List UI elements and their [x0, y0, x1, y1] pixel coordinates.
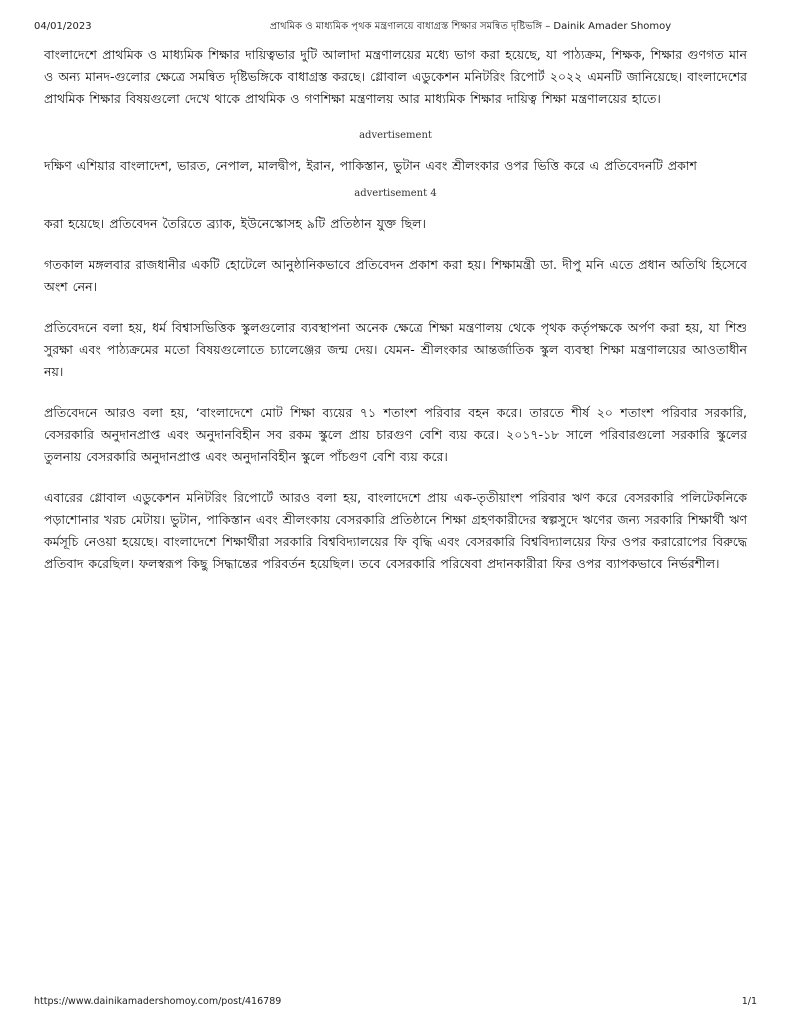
article-paragraph-1: বাংলাদেশে প্রাথমিক ও মাধ্যমিক শিক্ষার দায়িত্বভার দুটি আলাদা মন্ত্রণালয়ের মধ্যে ভাগ করা হয়েছে, যা পাঠ্যক্রম, শিক্ষক, শিক্ষার গুণগত মান ও অন্য মানদ-গুলোর ক্ষেত্রে সমন্বিত দৃষ্টিভঙ্গিকে বাধাগ্রস্ত করছে। গ্লোবাল এডুকেশন মনিটরিং রিপোর্ট ২০২২ এমনটি জানিয়েছে। বাংলাদেশের প্রাথমিক শিক্ষার বিষয়গুলো দেখে থাকে প্রাথমিক ও গণশিক্ষা মন্ত্রণালয় আর মাধ্যমিক শিক্ষার দায়িত্ব শিক্ষা মন্ত্রণালয়ের হাতে।	[44, 47, 747, 106]
article-paragraph-4: গতকাল মঙ্গলবার রাজধানীর একটি হোটেলে আনুষ্ঠানিকভাবে প্রতিবেদন প্রকাশ করা হয়। শিক্ষামন্ত্রী ডা. দীপু মনি এতে প্রধান অতিথি হিসেবে অংশ নেন।	[44, 257, 747, 294]
advertisement-label-4: advertisement 4	[354, 188, 437, 199]
article-paragraph-5: প্রতিবেদনে বলা হয়, ধর্ম বিশ্বাসভিত্তিক স্কুলগুলোর ব্যবস্থাপনা অনেক ক্ষেত্রে শিক্ষা মন্ত্রণালয় থেকে পৃথক কর্তৃপক্ষকে অর্পণ করা হয়, যা শিশু সুরক্ষা এবং পাঠ্যক্রমের মতো বিষয়গুলোতে চ্যালেঞ্জের জন্ম দেয়। যেমন- শ্রীলংকার আন্তর্জাতিক স্কুল ব্যবস্থা শিক্ষা মন্ত্রণালয়ের আওতাধীন নয়।	[44, 320, 747, 379]
article-paragraph-3: করা হয়েছে। প্রতিবেদন তৈরিতে ব্র্যাক, ইউনেস্কোসহ ৯টি প্রতিষ্ঠান যুক্ত ছিল।	[44, 216, 426, 231]
article-paragraph-2: দক্ষিণ এশিয়ার বাংলাদেশ, ভারত, নেপাল, মালদ্বীপ, ইরান, পাকিস্তান, ভুটান এবং শ্রীলংকার ওপর ভিত্তি করে এ প্রতিবেদনটি প্রকাশ	[44, 158, 697, 173]
advertisement-label: advertisement	[359, 130, 432, 141]
print-header	[34, 18, 757, 36]
page-number: 1/1	[741, 996, 757, 1007]
page-url[interactable]: https://www.dainikamadershomoy.com/post/416789	[34, 996, 282, 1007]
article-paragraph-6: প্রতিবেদনে আরও বলা হয়, ‘বাংলাদেশে মোট শিক্ষা ব্যয়ের ৭১ শতাংশ পরিবার বহন করে। তারতে শীর্ষ ২০ শতাংশ পরিবার সরকারি, বেসরকারি অনুদানপ্রাপ্ত এবং অনুদানবিহীন সব রকম স্কুলে প্রায় চারগুণ বেশি ব্যয় করে। ২০১৭-১৮ সালে পরিবারগুলো সরকারি স্কুলের তুলনায় বেসরকারি অনুদানপ্রাপ্ত এবং অনুদানবিহীন স্কুলে পাঁচগুণ বেশি ব্যয় করে।	[44, 405, 747, 464]
print-date: 04/01/2023	[34, 21, 92, 32]
article-body	[44, 44, 747, 594]
article-paragraph-7: এবারের গ্লোবাল এডুকেশন মনিটরিং রিপোর্টে আরও বলা হয়, বাংলাদেশে প্রায় এক-তৃতীয়াংশ পরিবার ঋণ করে বেসরকারি পলিটেকনিকে পড়াশোনার খরচ মেটায়। ভুটান, পাকিস্তান এবং শ্রীলংকায় বেসরকারি প্রতিষ্ঠানে শিক্ষা গ্রহণকারীদের স্বল্পসুদে ঋণের জন্য সরকারি শিক্ষার্থী ঋণ কর্মসূচি নেওয়া হয়েছে। বাংলাদেশে শিক্ষার্থীরা সরকারি বিশ্ববিদ্যালয়ের ফি বৃদ্ধি এবং বেসরকারি বিশ্ববিদ্যালয়ের ফির ওপর করারোপের বিরুদ্ধে প্রতিবাদ করেছিল। ফলস্বরূপ কিছু সিদ্ধান্তের পরিবর্তন হয়েছিল। তবে বেসরকারি পরিষেবা প্রদানকারীরা ফির ওপর ব্যাপকভাবে নির্ভরশীল।	[44, 490, 747, 571]
print-footer	[34, 994, 757, 1010]
page-title: প্রাথমিক ও মাধ্যমিক পৃথক মন্ত্রণালয়ে বাধাগ্রস্ত শিক্ষার সমন্বিত দৃষ্টিভঙ্গি – Dainik Amader Shomoy	[269, 21, 672, 32]
